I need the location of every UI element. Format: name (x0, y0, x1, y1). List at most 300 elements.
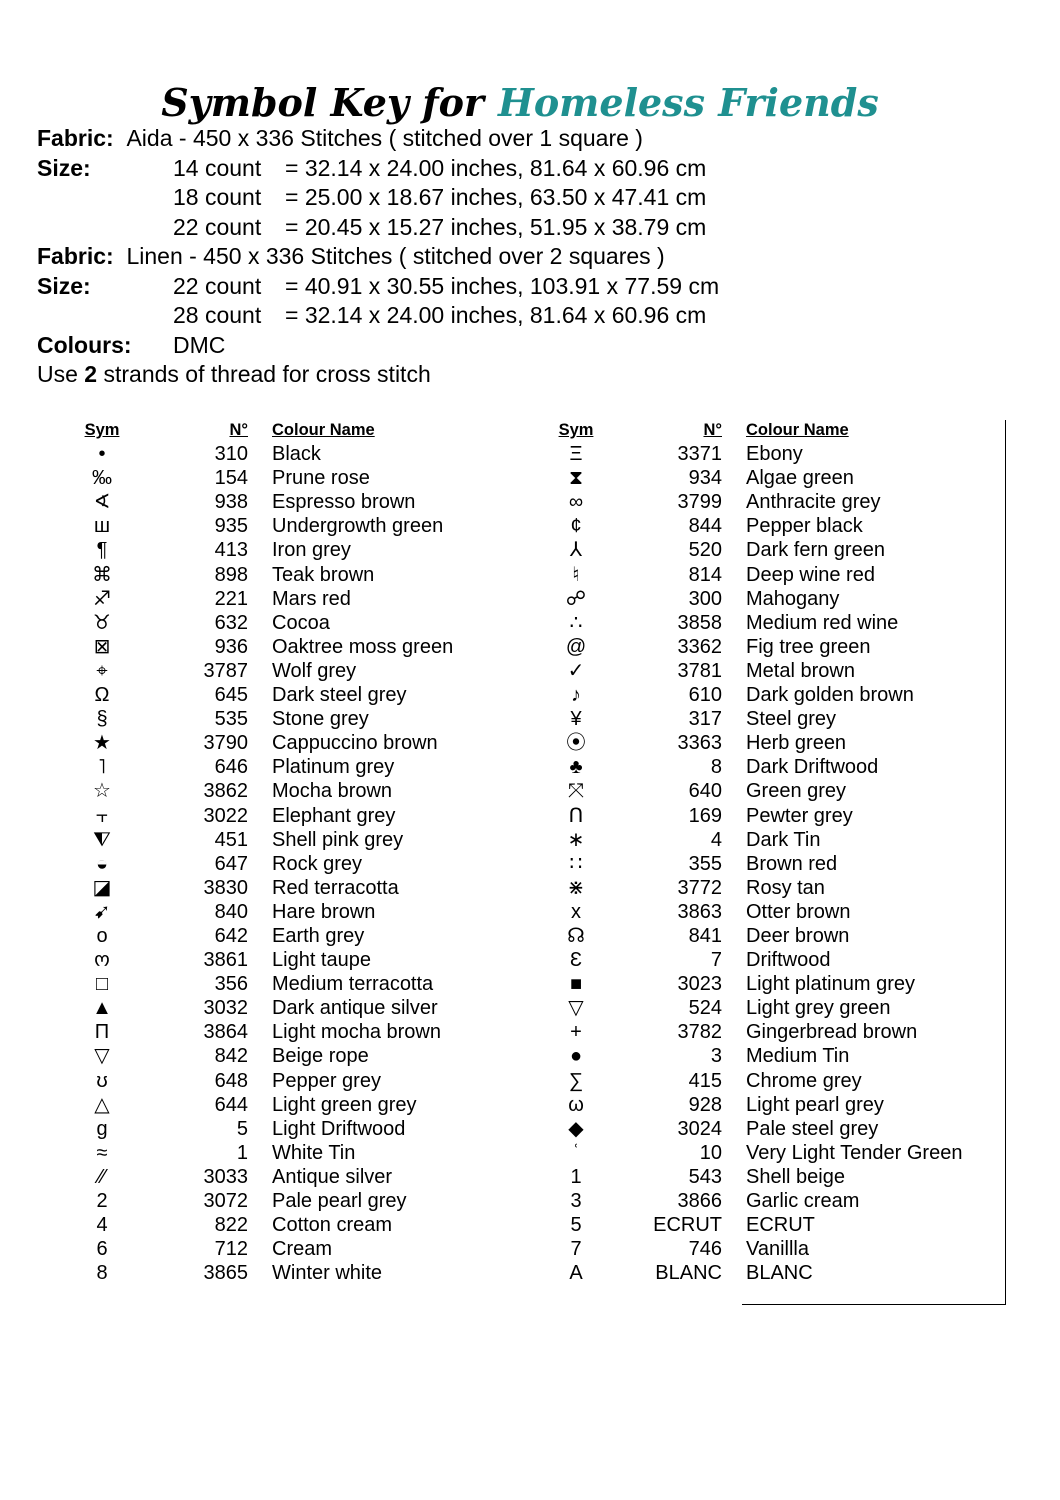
colour-name-cell: Prune rose (272, 467, 370, 490)
colour-name-cell: Deer brown (746, 924, 850, 947)
symbol-cell: ⋇ (567, 876, 585, 899)
colour-name-cell: Rock grey (272, 852, 363, 875)
symbol-cell: ⅄ (569, 539, 583, 562)
colour-name-cell: Stone grey (272, 708, 369, 731)
table-row (510, 1141, 996, 1165)
size-label: Size: (37, 154, 91, 181)
table-row (36, 490, 502, 514)
dmc-number-cell: 928 (688, 1093, 722, 1116)
dmc-number-cell: 355 (688, 852, 722, 875)
table-row (36, 1117, 502, 1141)
symbol-cell: △ (94, 1093, 110, 1116)
dmc-number-cell: 8 (710, 756, 722, 779)
header-num: N° (703, 421, 722, 439)
table-row (510, 731, 996, 755)
symbol-cell: ♉ (93, 611, 111, 634)
dmc-number-cell: 938 (214, 491, 248, 514)
table-row (510, 1044, 996, 1068)
table-row (36, 1237, 502, 1261)
dmc-number-cell: 647 (214, 852, 248, 875)
dmc-number-cell: 935 (214, 515, 248, 538)
symbol-cell: • (98, 443, 106, 466)
symbol-cell: ш (93, 515, 111, 538)
dmc-number-cell: 934 (688, 467, 722, 490)
symbol-table-right (510, 418, 996, 1285)
symbol-cell: ♪ (571, 684, 581, 707)
symbol-cell: @ (565, 635, 587, 658)
header-num: N° (229, 421, 248, 439)
dmc-number-cell: 7 (710, 949, 722, 972)
symbol-cell: ☆ (93, 780, 111, 803)
size-dims: = 32.14 x 24.00 inches, 81.64 x 60.96 cm (285, 154, 707, 181)
colour-name-cell: Dark antique silver (272, 997, 438, 1020)
strands-post: strands of thread for cross stitch (103, 361, 431, 387)
dmc-number-cell: 632 (214, 611, 248, 634)
colour-name-cell: Dark golden brown (746, 684, 914, 707)
dmc-number-cell: 3072 (203, 1190, 248, 1212)
colour-name-cell: Undergrowth green (272, 515, 444, 538)
colour-name-cell: Anthracite grey (746, 491, 881, 514)
dmc-number-cell: 3866 (677, 1190, 722, 1212)
fabric-aida-row (37, 124, 719, 154)
dmc-number-cell: 3362 (677, 635, 722, 658)
symbol-cell: ᑎ (568, 804, 584, 827)
dmc-number-cell: 451 (214, 828, 248, 851)
dmc-number-cell: 814 (688, 563, 722, 586)
size-dims: = 32.14 x 24.00 inches, 81.64 x 60.96 cm (285, 302, 707, 328)
table-row (510, 611, 996, 635)
dmc-number-cell: 317 (688, 708, 722, 731)
table-row (510, 587, 996, 611)
dmc-number-cell: 3022 (203, 804, 248, 827)
colour-name-cell: Dark Tin (746, 828, 821, 851)
colour-name-cell: Pewter grey (746, 804, 853, 827)
title-prefix: Symbol Key for (161, 80, 484, 125)
strands-pre: Use (37, 361, 78, 387)
dmc-number-cell: 648 (214, 1069, 248, 1092)
table-header-row (510, 418, 996, 442)
colour-name-cell: Pepper black (746, 515, 863, 538)
strands-row (37, 360, 719, 390)
symbol-cell: ⧗ (568, 467, 584, 490)
colour-name-cell: Driftwood (746, 949, 831, 972)
dmc-number-cell: 841 (688, 924, 722, 947)
dmc-number-cell: 644 (214, 1093, 248, 1116)
table-row (510, 948, 996, 972)
dmc-number-cell: 3864 (203, 1021, 248, 1044)
table-row (36, 779, 502, 803)
fabric-label: Fabric: (37, 243, 114, 269)
fabric-value: Linen - 450 x 336 Stitches ( stitched over 2 squares ) (126, 243, 665, 269)
fabric-label: Fabric: (37, 125, 114, 151)
colour-name-cell: Hare brown (272, 900, 376, 923)
size-dims: = 25.00 x 18.67 inches, 63.50 x 47.41 cm (285, 184, 707, 210)
colour-name-cell: Fig tree green (746, 635, 871, 658)
dmc-number-cell: 936 (214, 635, 248, 658)
table-row (36, 731, 502, 755)
symbol-cell: ▽ (568, 997, 584, 1020)
symbol-cell: ∞ (568, 491, 584, 514)
symbol-cell: ო (94, 949, 110, 972)
table-row (36, 1213, 502, 1237)
symbol-cell: ≈ (96, 1141, 108, 1164)
symbol-cell: ⧨ (93, 828, 111, 851)
table-row (510, 1237, 996, 1261)
dmc-number-cell: 413 (214, 539, 248, 562)
colour-name-cell: Steel grey (746, 708, 837, 731)
symbol-cell: ∑ (568, 1069, 584, 1092)
size-count: 18 count (173, 184, 262, 210)
colour-name-cell: Wolf grey (272, 659, 357, 682)
size-row (37, 213, 719, 243)
symbol-cell: ⁄⁄ (98, 1165, 106, 1188)
table-row (510, 755, 996, 779)
symbol-cell: A (569, 1262, 583, 1285)
colour-name-cell: Herb green (746, 732, 847, 755)
colour-name-cell: Platinum grey (272, 756, 395, 779)
symbol-cell: ⌘ (92, 563, 112, 586)
dmc-number-cell: 300 (688, 587, 722, 610)
symbol-cell: 7 (570, 1238, 582, 1261)
dmc-number-cell: 898 (214, 563, 248, 586)
table-row (510, 1165, 996, 1189)
colour-name-cell: Shell pink grey (272, 828, 404, 851)
fabric-value: Aida - 450 x 336 Stitches ( stitched over 1 square ) (126, 125, 643, 151)
colour-name-cell: White Tin (272, 1141, 356, 1164)
symbol-cell: ☍ (565, 587, 587, 610)
colour-name-cell: Mars red (272, 587, 351, 610)
symbol-cell: g (96, 1117, 108, 1140)
colour-name-cell: Very Light Tender Green (746, 1141, 963, 1164)
table-row (510, 1189, 996, 1213)
symbol-table-left (36, 418, 502, 1285)
dmc-number-cell: 842 (214, 1045, 248, 1068)
title-pattern-name: Homeless Friends (497, 80, 879, 125)
table-row (36, 707, 502, 731)
table-row (510, 852, 996, 876)
table-row (510, 1069, 996, 1093)
colour-name-cell: Pepper grey (272, 1069, 381, 1092)
symbol-cell: ¢ (570, 515, 582, 538)
dmc-number-cell: 3790 (203, 732, 248, 755)
symbol-cell: Ξ (569, 443, 583, 466)
colour-name-cell: Brown red (746, 852, 838, 875)
dmc-number-cell: 221 (214, 587, 248, 610)
table-row (36, 1165, 502, 1189)
table-row (36, 1044, 502, 1068)
symbol-cell: ⤧ (568, 780, 584, 803)
colour-name-cell: Green grey (746, 780, 847, 803)
table-row (36, 442, 502, 466)
colour-name-cell: Black (272, 443, 321, 466)
symbol-cell: ⊠ (93, 635, 111, 658)
table-row (36, 924, 502, 948)
colour-name-cell: Light pearl grey (746, 1093, 884, 1116)
symbol-cell: 8 (96, 1262, 108, 1285)
colour-name-cell: Light mocha brown (272, 1021, 441, 1044)
dmc-number-cell: 543 (688, 1165, 722, 1188)
table-row (36, 828, 502, 852)
symbol-cell: ʿ (572, 1141, 580, 1164)
colour-name-cell: Light Driftwood (272, 1117, 406, 1140)
symbol-cell: ▲ (92, 997, 112, 1020)
colour-name-cell: Iron grey (272, 539, 351, 562)
colour-name-cell: Elephant grey (272, 804, 396, 827)
dmc-number-cell: 3782 (677, 1021, 722, 1044)
table-row (510, 804, 996, 828)
header-colour-name: Colour Name (272, 421, 375, 439)
table-row (36, 1261, 502, 1285)
fabric-specs (37, 124, 719, 390)
dmc-number-cell: BLANC (655, 1262, 722, 1285)
colour-name-cell: BLANC (746, 1262, 813, 1285)
colour-name-cell: Garlic cream (746, 1190, 860, 1212)
table-row (510, 563, 996, 587)
header-colour-name: Colour Name (746, 421, 849, 439)
symbol-cell: ⫟ (95, 804, 109, 827)
colour-name-cell: Light grey green (746, 997, 891, 1020)
colour-name-cell: Dark fern green (746, 539, 885, 562)
table-row (36, 659, 502, 683)
colour-name-cell: Antique silver (272, 1165, 393, 1188)
table-row (510, 1261, 996, 1285)
size-count: 28 count (173, 302, 262, 328)
symbol-cell: ⌖ (96, 659, 108, 682)
colour-name-cell: Beige rope (272, 1045, 369, 1068)
colours-label: Colours: (37, 331, 132, 358)
symbol-cell: ∢ (93, 491, 111, 514)
symbol-cell: x (571, 900, 581, 923)
symbol-cell: 4 (96, 1214, 108, 1237)
table-row (36, 1093, 502, 1117)
dmc-number-cell: 646 (214, 756, 248, 779)
dmc-number-cell: 3363 (677, 732, 722, 755)
table-row (510, 876, 996, 900)
dmc-number-cell: 3830 (203, 876, 248, 899)
dmc-number-cell: 645 (214, 684, 248, 707)
size-label: Size: (37, 272, 91, 299)
symbol-cell: ☊ (567, 924, 585, 947)
colour-name-cell: Otter brown (746, 900, 851, 923)
size-row (37, 301, 719, 331)
symbol-cell: § (96, 708, 108, 731)
dmc-number-cell: 535 (214, 708, 248, 731)
symbol-cell: ➹ (93, 900, 111, 923)
symbol-cell: ˥ (98, 756, 106, 779)
symbol-cell: 2 (96, 1190, 108, 1212)
dmc-number-cell: 822 (214, 1214, 248, 1237)
colour-name-cell: Dark steel grey (272, 684, 407, 707)
dmc-number-cell: 610 (688, 684, 722, 707)
dmc-number-cell: 640 (688, 780, 722, 803)
strands-count: 2 (84, 361, 98, 387)
symbol-cell: ♐ (93, 587, 111, 610)
colour-name-cell: Espresso brown (272, 491, 416, 514)
colour-name-cell: Pale steel grey (746, 1117, 879, 1140)
colour-name-cell: Oaktree moss green (272, 635, 454, 658)
symbol-cell: ¶ (96, 539, 108, 562)
table-row (510, 538, 996, 562)
colour-name-cell: Mahogany (746, 587, 840, 610)
colour-name-cell: Medium red wine (746, 611, 899, 634)
dmc-number-cell: 3024 (677, 1117, 722, 1140)
dmc-number-cell: 3 (710, 1045, 722, 1068)
table-row (36, 876, 502, 900)
dmc-number-cell: ECRUT (653, 1214, 722, 1237)
colour-name-cell: Medium terracotta (272, 973, 434, 996)
table-row (510, 1093, 996, 1117)
dmc-number-cell: 3032 (203, 997, 248, 1020)
table-row (510, 707, 996, 731)
table-row (36, 611, 502, 635)
colours-value: DMC (173, 331, 226, 358)
table-row (36, 587, 502, 611)
symbol-cell: ∴ (569, 611, 583, 634)
dmc-number-cell: 844 (688, 515, 722, 538)
colour-name-cell: Red terracotta (272, 876, 399, 899)
dmc-number-cell: 10 (699, 1141, 722, 1164)
symbol-cell: ◒ (95, 852, 109, 875)
colour-name-cell: Cappuccino brown (272, 732, 438, 755)
fabric-linen-row (37, 242, 719, 272)
symbol-cell: 1 (570, 1165, 582, 1188)
symbol-cell: □ (95, 973, 109, 996)
dmc-number-cell: 4 (710, 828, 722, 851)
symbol-cell: ◪ (92, 876, 112, 899)
colour-name-cell: Cocoa (272, 611, 330, 634)
dmc-number-cell: 3033 (203, 1165, 248, 1188)
table-row (510, 683, 996, 707)
size-count: 22 count (173, 272, 262, 299)
colour-name-cell: Cotton cream (272, 1214, 393, 1237)
table-row (510, 442, 996, 466)
table-row (36, 514, 502, 538)
dmc-number-cell: 840 (214, 900, 248, 923)
table-row (510, 514, 996, 538)
symbol-cell: ◆ (568, 1117, 584, 1140)
table-row (36, 948, 502, 972)
dmc-number-cell: 5 (236, 1117, 248, 1140)
dmc-number-cell: 3863 (677, 900, 722, 923)
symbol-cell: ⦿ (566, 732, 586, 755)
dmc-number-cell: 712 (214, 1238, 248, 1261)
table-row (510, 900, 996, 924)
dmc-number-cell: 524 (688, 997, 722, 1020)
table-row (36, 1069, 502, 1093)
symbol-cell: ω (568, 1093, 584, 1116)
colour-name-cell: Teak brown (272, 563, 375, 586)
symbol-cell: Ɛ (569, 949, 583, 972)
colour-name-cell: Mocha brown (272, 780, 393, 803)
colour-name-cell: Vanillla (746, 1238, 809, 1261)
symbol-cell: ■ (569, 973, 583, 996)
colour-name-cell: Cream (272, 1238, 333, 1261)
table-row (510, 828, 996, 852)
size-dims: = 40.91 x 30.55 inches, 103.91 x 77.59 cm (285, 272, 720, 299)
table-row (36, 1020, 502, 1044)
table-row (36, 1189, 502, 1213)
dmc-number-cell: 3772 (677, 876, 722, 899)
colour-name-cell: Light taupe (272, 949, 371, 972)
symbol-cell: Π (94, 1021, 110, 1044)
symbol-cell: + (570, 1021, 582, 1044)
table-row (510, 1117, 996, 1141)
colour-name-cell: Algae green (746, 467, 854, 490)
colour-name-cell: Metal brown (746, 659, 855, 682)
symbol-cell: 6 (96, 1238, 108, 1261)
dmc-number-cell: 310 (214, 443, 248, 466)
symbol-cell: ▽ (94, 1045, 110, 1068)
colour-name-cell: Deep wine red (746, 563, 875, 586)
dmc-number-cell: 746 (688, 1238, 722, 1261)
table-row (510, 1020, 996, 1044)
table-header-row (36, 418, 502, 442)
dmc-number-cell: 3861 (203, 949, 248, 972)
table-row (36, 996, 502, 1020)
size-dims: = 20.45 x 15.27 inches, 51.95 x 38.79 cm (285, 213, 707, 240)
symbol-cell: 3 (570, 1190, 582, 1212)
table-row (36, 683, 502, 707)
table-row (36, 635, 502, 659)
table-row (36, 852, 502, 876)
page-title (0, 80, 1040, 125)
symbol-cell: o (96, 924, 108, 947)
colour-name-cell: Chrome grey (746, 1069, 862, 1092)
dmc-number-cell: 642 (214, 924, 248, 947)
dmc-number-cell: 415 (688, 1069, 722, 1092)
table-row (36, 900, 502, 924)
colour-name-cell: Dark Driftwood (746, 756, 879, 779)
table-row (36, 804, 502, 828)
table-row (36, 466, 502, 490)
table-row (510, 972, 996, 996)
dmc-number-cell: 169 (688, 804, 722, 827)
colour-name-cell: Medium Tin (746, 1045, 850, 1068)
colours-row (37, 331, 719, 361)
dmc-number-cell: 520 (688, 539, 722, 562)
table-border-bottom (742, 1304, 1006, 1305)
symbol-cell: ♮ (572, 563, 580, 586)
table-row (36, 1141, 502, 1165)
table-row (510, 635, 996, 659)
symbol-cell: ∗ (567, 828, 585, 851)
dmc-number-cell: 3799 (677, 491, 722, 514)
table-row (36, 755, 502, 779)
symbol-cell: ¥ (570, 708, 582, 731)
size-count: 14 count (173, 154, 262, 181)
symbol-cell: ʊ (96, 1069, 108, 1092)
symbol-cell: ‰ (92, 467, 112, 490)
symbol-cell: ● (569, 1045, 583, 1068)
dmc-number-cell: 3865 (203, 1262, 248, 1285)
colour-name-cell: Rosy tan (746, 876, 825, 899)
table-row (510, 996, 996, 1020)
symbol-cell: ✓ (567, 659, 585, 682)
size-row (37, 183, 719, 213)
table-row (36, 972, 502, 996)
table-row (36, 563, 502, 587)
symbol-cell: ♣ (569, 756, 583, 779)
table-row (510, 779, 996, 803)
symbol-cell: ∷ (569, 852, 583, 875)
colour-name-cell: Light green grey (272, 1093, 417, 1116)
dmc-number-cell: 356 (214, 973, 248, 996)
colour-name-cell: Winter white (272, 1262, 383, 1285)
table-row (510, 466, 996, 490)
dmc-number-cell: 3371 (677, 443, 722, 466)
dmc-number-cell: 3862 (203, 780, 248, 803)
symbol-cell: 5 (570, 1214, 582, 1237)
